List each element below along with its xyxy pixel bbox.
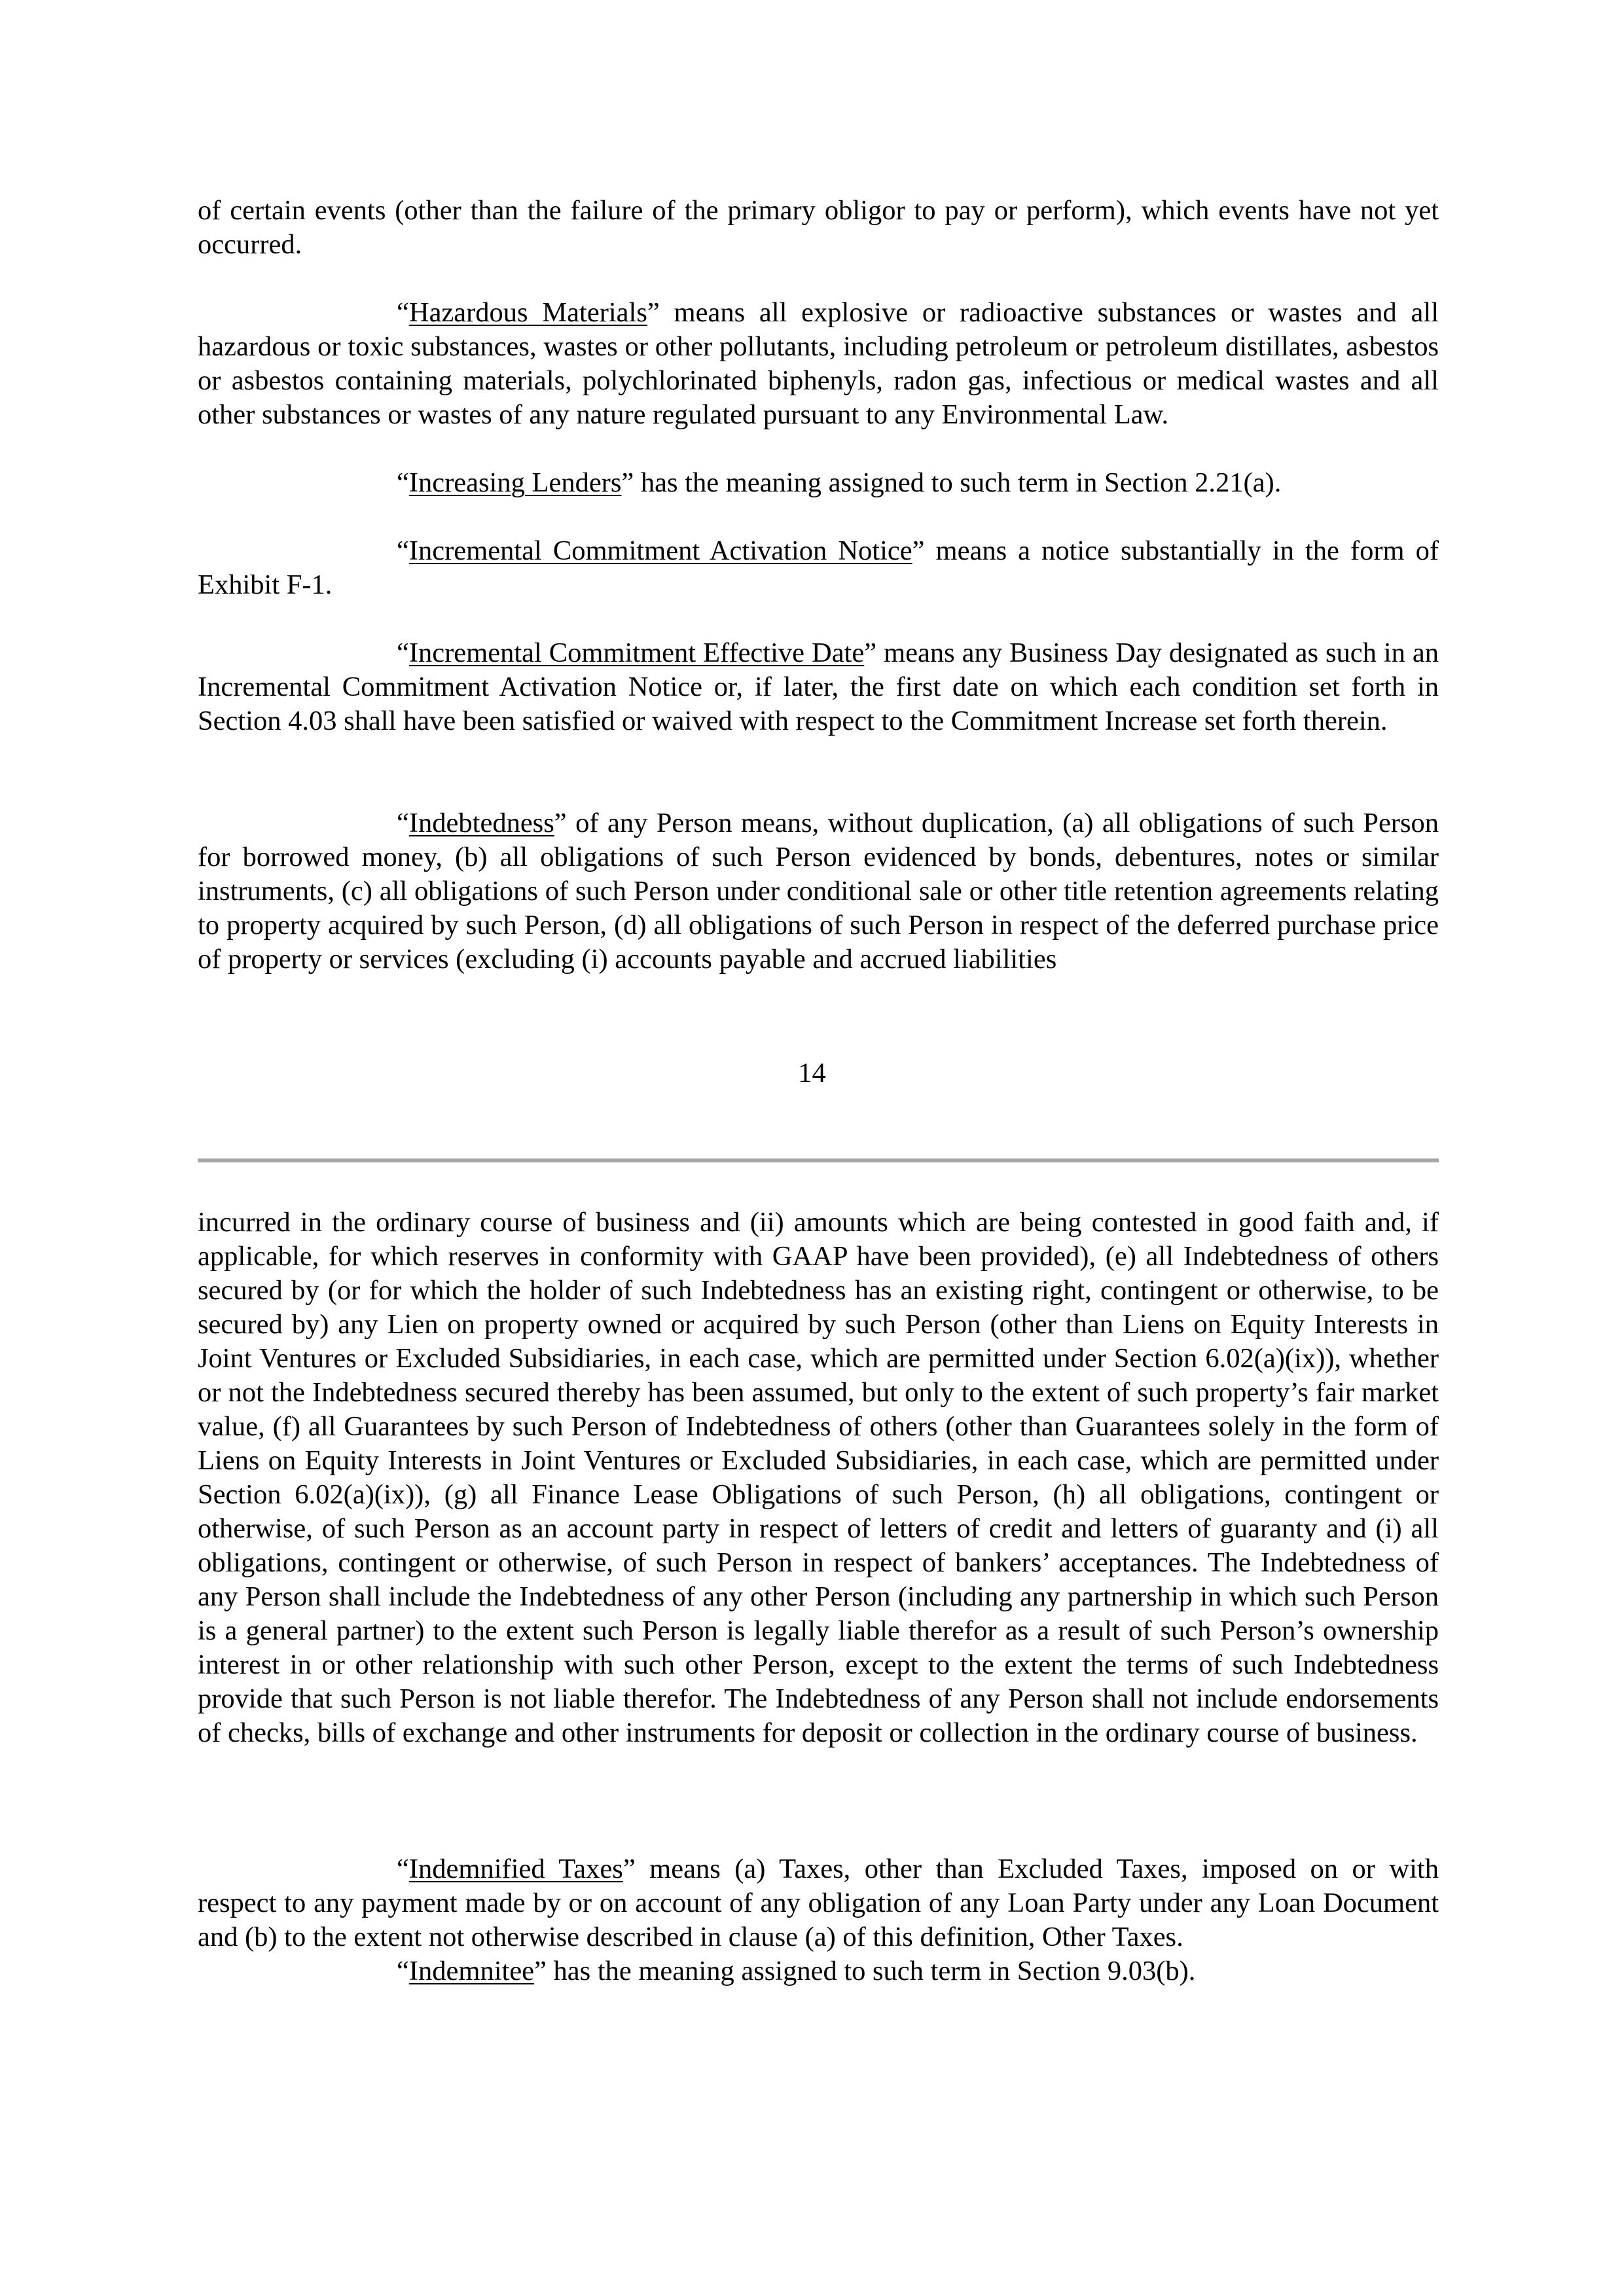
defined-term: Indemnitee [408, 1956, 535, 1986]
defined-term: Indebtedness [408, 808, 554, 838]
continuation-paragraph-bottom: incurred in the ordinary course of business and (ii) amounts which are being contested in good faith and, if applicable, for which reserves in conformity with GAAP have been provided), (e) all Indebtedness of others secured by (or for which the holder of such Indebtedness has an existing right, contingent or otherwise, to be secured by) any Lien on property owned or acquired by such Person (other than Liens on Equity Interests in Joint Ventures or Excluded Subsidiaries, in each case, which are permitted under Section 6.02(a)(ix)), whether or not the Indebtedness secured thereby has been assumed, but only to the extent of such property’s fair market value, (f) all Guarantees by such Person of Indebtedness of others (other than Guarantees solely in the form of Liens on Equity Interests in Joint Ventures or Excluded Subsidiaries, in each case, which are permitted under Section 6.02(a)(ix)), (g) all Finance Lease Obligations of such Person, (h) all obligations, contingent or otherwise, of such Person as an account party in respect of letters of credit and letters of guaranty and (i) all obligations, contingent or otherwise, of such Person in respect of bankers’ acceptances. The Indebtedness of any Person shall include the Indebtedness of any other Person (including any partnership in which such Person is a general partner) to the extent such Person is legally liable therefor as a result of such Person’s ownership interest in or other relationship with such other Person, except to the extent the terms of such Indebtedness provide that such Person is not liable therefor. The Indebtedness of any Person shall not include endorsements of checks, bills of exchange and other instruments for deposit or collection in the ordinary course of business. [198, 1207, 1439, 1748]
definition-body: means all explosive or radioactive substances or wastes and all hazardous or toxic substances, wastes or other pollutants, including petroleum or petroleum distillates, asbestos or asbestos containing materials, polychlorinated biphenyls, radon gas, infectious or medical wastes and all other substances or wastes of any nature regulated pursuant to any Environmental Law. [198, 297, 1439, 430]
definition-body: has the meaning assigned to such term in Section 9.03(b). [546, 1956, 1196, 1986]
definition-incremental-commitment-effective-date: “Incremental Commitment Effective Date” means any Business Day designated as such in an Incremental Commitment Activation Notice or, if later, the first date on which each condition set forth in Section 4.03 shall have been satisfied or waived with respect to the Commitment Increase set forth therein. [198, 637, 1439, 736]
continuation-paragraph-top: of certain events (other than the failure of the primary obligor to pay or perform), which events have not yet occurred. [198, 195, 1439, 260]
definition-body: means (a) Taxes, other than Excluded Taxes, imposed on or with respect to any payment made by or on account of any obligation of any Loan Party under any Loan Document and (b) to the extent not otherwise described in clause (a) of this definition, Other Taxes. [198, 1854, 1439, 1952]
defined-term: Increasing Lenders [408, 467, 622, 498]
definition-indemnified-taxes: “Indemnified Taxes” means (a) Taxes, other than Excluded Taxes, imposed on or with respect to any payment made by or on account of any obligation of any Loan Party under any Loan Document and (b) to the extent not otherwise described in clause (a) of this definition, Other Taxes. [198, 1854, 1439, 1952]
definition-incremental-commitment-activation-notice: “Incremental Commitment Activation Notice” means a notice substantially in the form of Exhibit F-1. [198, 535, 1439, 600]
definition-increasing-lenders: “Increasing Lenders” has the meaning assigned to such term in Section 2.21(a). [397, 467, 1282, 498]
definition-hazardous-materials: “Hazardous Materials” means all explosive or radioactive substances or wastes and all hazardous or toxic substances, wastes or other pollutants, including petroleum or petroleum distillates, asbestos or asbestos containing materials, polychlorinated biphenyls, radon gas, infectious or medical wastes and all other substances or wastes of any nature regulated pursuant to any Environmental Law. [198, 297, 1439, 430]
definition-body: means any Business Day designated as such in an Incremental Commitment Activation Notice or, if later, the first date on which each condition set forth in Section 4.03 shall have been satisfied or waived with respect to the Commitment Increase set forth therein. [198, 637, 1439, 736]
definition-body: of any Person means, without duplication, (a) all obligations of such Person for borrowed money, (b) all obligations of such Person evidenced by bonds, debentures, notes or similar instruments, (c) all obligations of such Person under conditional sale or other title retention agreements relating to property acquired by such Person, (d) all obligations of such Person in respect of the deferred purchase price of property or services (excluding (i) accounts payable and accrued liabilities [198, 808, 1439, 975]
definition-body: means a notice substantially in the form of Exhibit F-1. [198, 535, 1439, 600]
definition-body: has the meaning assigned to such term in Section 2.21(a). [634, 467, 1282, 498]
definition-indemnitee: “Indemnitee” has the meaning assigned to such term in Section 9.03(b). [397, 1956, 1196, 1986]
page-number: 14 [798, 1058, 826, 1088]
defined-term: Incremental Commitment Activation Notice [408, 535, 912, 566]
definition-indebtedness: “Indebtedness” of any Person means, without duplication, (a) all obligations of such Person for borrowed money, (b) all obligations of such Person evidenced by bonds, debentures, notes or similar instruments, (c) all obligations of such Person under conditional sale or other title retention agreements relating to property acquired by such Person, (d) all obligations of such Person in respect of the deferred purchase price of property or services (excluding (i) accounts payable and accrued liabilities [198, 808, 1439, 975]
defined-term: Incremental Commitment Effective Date [408, 637, 865, 668]
defined-term: Indemnified Taxes [408, 1854, 623, 1884]
page-divider [198, 1158, 1439, 1162]
defined-term: Hazardous Materials [408, 297, 647, 328]
